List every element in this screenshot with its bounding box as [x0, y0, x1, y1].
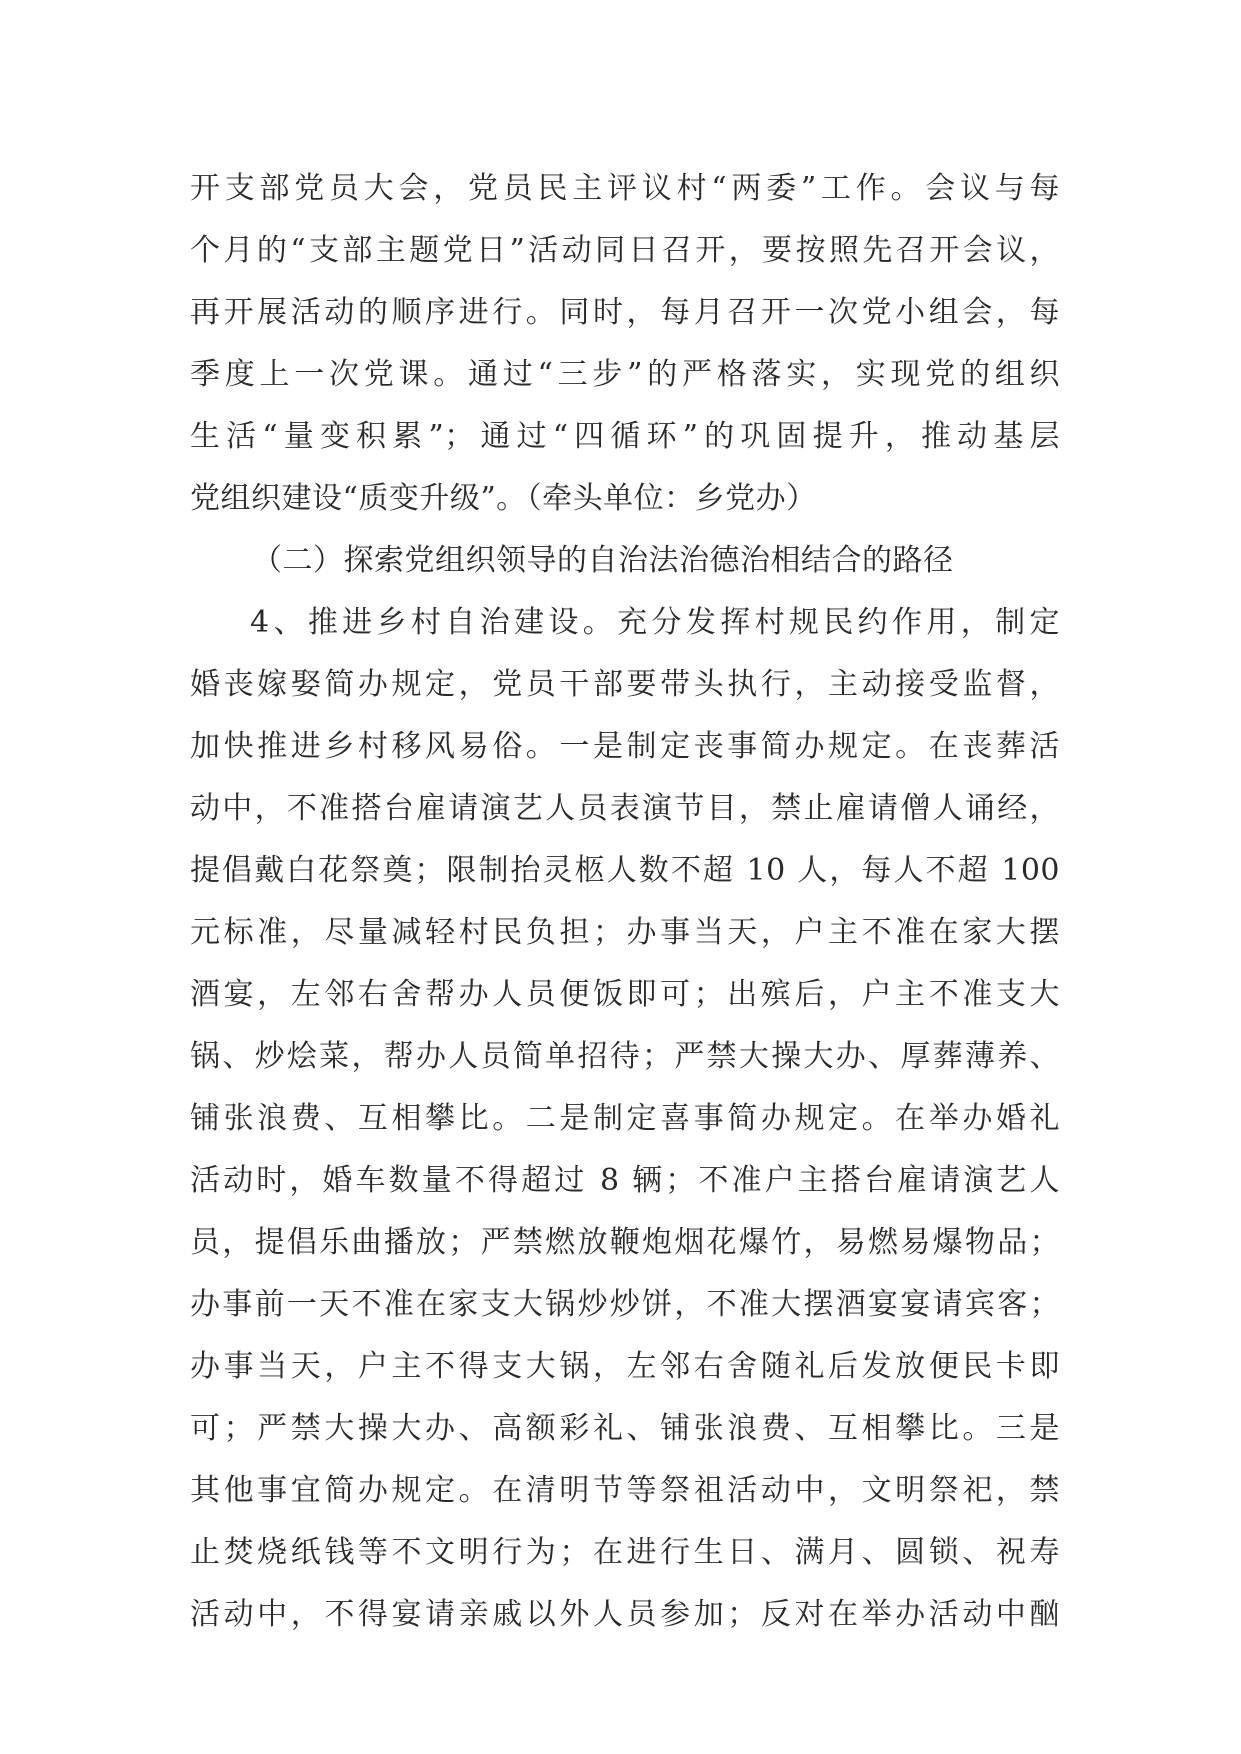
body-line-20: 办事当天，户主不得支大锅，左邻右舍随礼后发放便民卡即	[190, 1349, 1060, 1384]
body-line-12: 提倡戴白花祭奠；限制抬灵柩人数不超 10 人，每人不超 100	[190, 853, 1060, 888]
body-line-24: 活动中，不得宴请亲戚以外人员参加；反对在举办活动中酗	[190, 1597, 1060, 1632]
body-line-16: 铺张浪费、互相攀比。二是制定喜事简办规定。在举办婚礼	[190, 1101, 1060, 1136]
body-line-11: 动中，不准搭台雇请演艺人员表演节目，禁止雇请僧人诵经，	[190, 791, 1060, 826]
body-line-1: 开支部党员大会，党员民主评议村“两委”工作。会议与每	[190, 171, 1060, 206]
body-line-21: 可；严禁大操大办、高额彩礼、铺张浪费、互相攀比。三是	[190, 1411, 1060, 1446]
body-line-2: 个月的“支部主题党日”活动同日召开，要按照先召开会议，	[190, 233, 1060, 268]
body-line-22: 其他事宜简办规定。在清明节等祭祖活动中，文明祭祀，禁	[190, 1473, 1060, 1508]
body-line-13: 元标准，尽量减轻村民负担；办事当天，户主不准在家大摆	[190, 915, 1060, 950]
body-line-3: 再开展活动的顺序进行。同时，每月召开一次党小组会，每	[190, 295, 1060, 330]
section-heading: （二）探索党组织领导的自治法治德治相结合的路径	[252, 543, 954, 578]
body-line-18: 员，提倡乐曲播放；严禁燃放鞭炮烟花爆竹，易燃易爆物品；	[190, 1225, 1060, 1260]
body-line-14: 酒宴，左邻右舍帮办人员便饭即可；出殡后，户主不准支大	[190, 977, 1060, 1012]
document-body	[190, 158, 1060, 1646]
body-line-15: 锅、炒烩菜，帮办人员简单招待；严禁大操大办、厚葬薄养、	[190, 1039, 1060, 1074]
body-line-19: 办事前一天不准在家支大锅炒炒饼，不准大摆酒宴宴请宾客；	[190, 1287, 1060, 1322]
body-line-17: 活动时，婚车数量不得超过 8 辆；不准户主搭台雇请演艺人	[190, 1163, 1060, 1198]
body-line-6: 党组织建设“质变升级”。（牵头单位：乡党办）	[190, 481, 817, 516]
body-line-10: 加快推进乡村移风易俗。一是制定丧事简办规定。在丧葬活	[190, 729, 1060, 764]
body-line-5: 生活“量变积累”；通过“四循环”的巩固提升，推动基层	[190, 419, 1060, 454]
body-line-4: 季度上一次党课。通过“三步”的严格落实，实现党的组织	[190, 357, 1060, 392]
body-line-23: 止焚烧纸钱等不文明行为；在进行生日、满月、圆锁、祝寿	[190, 1535, 1060, 1570]
body-line-8: 4、推进乡村自治建设。充分发挥村规民约作用，制定	[250, 605, 1060, 640]
body-line-9: 婚丧嫁娶简办规定，党员干部要带头执行，主动接受监督，	[190, 667, 1060, 702]
